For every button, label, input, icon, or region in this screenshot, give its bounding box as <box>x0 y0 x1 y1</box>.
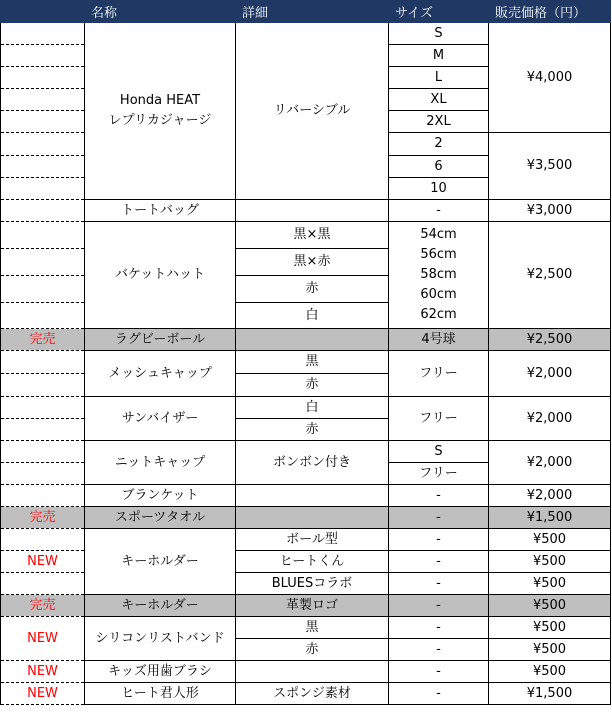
status-cell <box>1 397 85 419</box>
status-badge: NEW <box>1 551 85 573</box>
status-cell <box>1 351 85 374</box>
keyholder-detail: ボール型 <box>236 529 389 551</box>
band-size: - <box>389 639 489 661</box>
status-cell <box>1 67 85 89</box>
blanket-size: - <box>389 485 489 507</box>
doll-price: ¥1,500 <box>489 683 611 705</box>
header-name: 名称 <box>85 1 236 23</box>
towel-size: - <box>389 507 489 529</box>
table-row <box>1 661 611 683</box>
bucket-sizes-cell <box>389 222 489 329</box>
keyholder-leather-size: - <box>389 595 489 617</box>
bucket-detail: 赤 <box>236 276 389 303</box>
header-row <box>1 1 611 23</box>
keyholder-size: - <box>389 551 489 573</box>
jersey-size: XL <box>389 89 489 111</box>
toothbrush-detail <box>236 661 389 683</box>
band-price: ¥500 <box>489 617 611 639</box>
jersey-name-line2: レプリカジャージ <box>108 113 212 128</box>
header-price: 販売価格（円） <box>489 1 611 23</box>
band-detail: 黒 <box>236 617 389 639</box>
mesh-detail: 黒 <box>236 351 389 374</box>
table-row <box>1 200 611 222</box>
jersey-size: L <box>389 67 489 89</box>
jersey-size: 6 <box>389 156 489 178</box>
bucket-size: 54cm <box>420 227 457 242</box>
table-row <box>1 595 611 617</box>
status-cell <box>1 178 85 200</box>
status-cell <box>1 111 85 133</box>
rugby-detail <box>236 329 389 351</box>
visor-detail: 白 <box>236 397 389 419</box>
band-size: - <box>389 617 489 639</box>
table-row <box>1 23 611 45</box>
bucket-size: 60cm <box>420 287 457 302</box>
jersey-size: 2 <box>389 133 489 156</box>
mesh-size: フリー <box>389 351 489 397</box>
keyholder-name: キーホルダー <box>85 529 236 595</box>
keyholder-price: ¥500 <box>489 573 611 595</box>
band-detail: 赤 <box>236 639 389 661</box>
status-badge: NEW <box>1 683 85 705</box>
header-status <box>1 1 85 23</box>
towel-price: ¥1,500 <box>489 507 611 529</box>
mesh-detail: 赤 <box>236 374 389 397</box>
doll-name: ヒート君人形 <box>85 683 236 705</box>
jersey-size: 10 <box>389 178 489 200</box>
jersey-detail: リバーシブル <box>236 23 389 200</box>
table-row <box>1 485 611 507</box>
status-cell <box>1 133 85 156</box>
jersey-size: 2XL <box>389 111 489 133</box>
status-cell <box>1 23 85 45</box>
status-cell <box>1 45 85 67</box>
table-row <box>1 683 611 705</box>
toothbrush-name: キッズ用歯ブラシ <box>85 661 236 683</box>
towel-name: スポーツタオル <box>85 507 236 529</box>
status-cell <box>1 222 85 249</box>
table-row <box>1 351 611 374</box>
table-row <box>1 222 611 249</box>
status-badge: 完売 <box>1 507 85 529</box>
keyholder-leather-detail: 革製ロゴ <box>236 595 389 617</box>
keyholder-size: - <box>389 573 489 595</box>
mesh-name: メッシュキャップ <box>85 351 236 397</box>
jersey-price-adult: ¥4,000 <box>489 23 611 133</box>
status-cell <box>1 249 85 276</box>
jersey-size: S <box>389 23 489 45</box>
band-name: シリコンリストバンド <box>85 617 236 661</box>
rugby-name: ラグビーボール <box>85 329 236 351</box>
knit-detail: ボンボン付き <box>236 441 389 485</box>
table-row <box>1 441 611 463</box>
table-row <box>1 507 611 529</box>
rugby-price: ¥2,500 <box>489 329 611 351</box>
status-cell <box>1 485 85 507</box>
bucket-detail: 黒×黒 <box>236 222 389 249</box>
visor-price: ¥2,000 <box>489 397 611 441</box>
status-cell <box>1 419 85 441</box>
status-cell <box>1 463 85 485</box>
bucket-detail: 黒×赤 <box>236 249 389 276</box>
status-cell <box>1 276 85 303</box>
keyholder-price: ¥500 <box>489 551 611 573</box>
table-row <box>1 329 611 351</box>
toothbrush-size: - <box>389 661 489 683</box>
knit-size: フリー <box>389 463 489 485</box>
blanket-price: ¥2,000 <box>489 485 611 507</box>
bucket-size: 56cm <box>420 247 457 262</box>
visor-name: サンバイザー <box>85 397 236 441</box>
doll-detail: スポンジ素材 <box>236 683 389 705</box>
status-badge: 完売 <box>1 595 85 617</box>
knit-name: ニットキャップ <box>85 441 236 485</box>
keyholder-detail: ヒートくん <box>236 551 389 573</box>
bucket-detail: 白 <box>236 303 389 329</box>
knit-price: ¥2,000 <box>489 441 611 485</box>
blanket-detail <box>236 485 389 507</box>
tote-price: ¥3,000 <box>489 200 611 222</box>
status-cell <box>1 200 85 222</box>
jersey-name-line1: Honda HEAT <box>119 93 201 108</box>
knit-size: S <box>389 441 489 463</box>
status-cell <box>1 374 85 397</box>
table-row <box>1 397 611 419</box>
status-cell <box>1 441 85 463</box>
header-size: サイズ <box>389 1 489 23</box>
status-cell <box>1 156 85 178</box>
status-badge <box>1 573 85 595</box>
doll-size: - <box>389 683 489 705</box>
status-badge: NEW <box>1 661 85 683</box>
tote-size: - <box>389 200 489 222</box>
keyholder-price: ¥500 <box>489 529 611 551</box>
mesh-price: ¥2,000 <box>489 351 611 397</box>
bucket-size: 58cm <box>420 267 457 282</box>
jersey-price-kids: ¥3,500 <box>489 133 611 200</box>
keyholder-leather-price: ¥500 <box>489 595 611 617</box>
jersey-size: M <box>389 45 489 67</box>
bucket-price: ¥2,500 <box>489 222 611 329</box>
visor-detail: 赤 <box>236 419 389 441</box>
rugby-size: 4号球 <box>389 329 489 351</box>
blanket-name: ブランケット <box>85 485 236 507</box>
status-cell <box>1 303 85 329</box>
keyholder-detail: BLUESコラボ <box>236 573 389 595</box>
band-price: ¥500 <box>489 639 611 661</box>
jersey-name-cell <box>85 23 236 200</box>
header-detail: 詳細 <box>236 1 389 23</box>
visor-size: フリー <box>389 397 489 441</box>
toothbrush-price: ¥500 <box>489 661 611 683</box>
keyholder-leather-name: キーホルダー <box>85 595 236 617</box>
status-badge <box>1 529 85 551</box>
table-row <box>1 617 611 639</box>
bucket-size: 62cm <box>420 307 457 322</box>
status-badge: 完売 <box>1 329 85 351</box>
bucket-name: バケットハット <box>85 222 236 329</box>
tote-name: トートバッグ <box>85 200 236 222</box>
table-row <box>1 529 611 551</box>
keyholder-size: - <box>389 529 489 551</box>
status-badge: NEW <box>1 617 85 661</box>
tote-detail <box>236 200 389 222</box>
towel-detail <box>236 507 389 529</box>
status-cell <box>1 89 85 111</box>
